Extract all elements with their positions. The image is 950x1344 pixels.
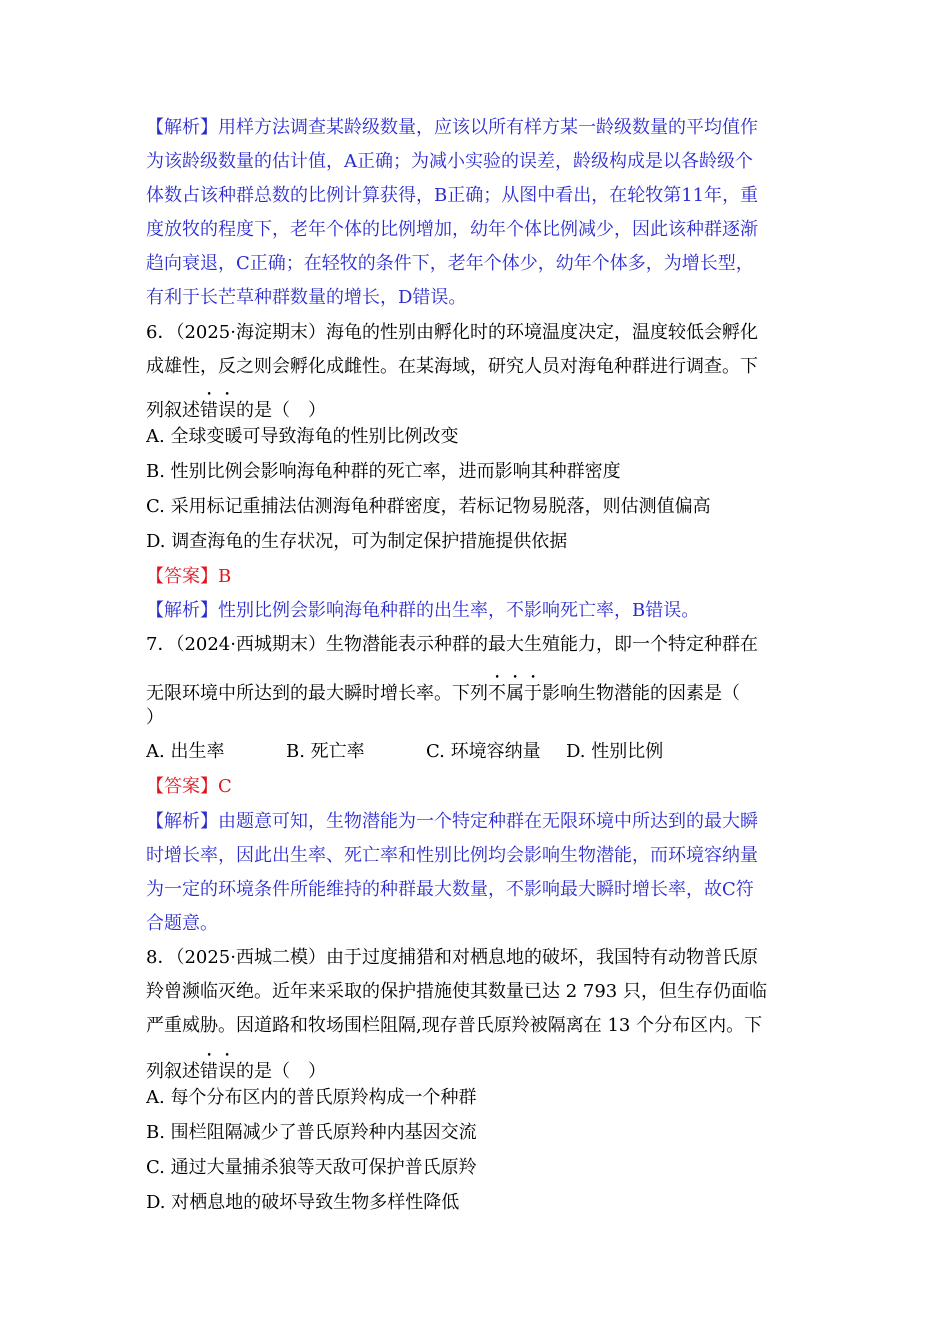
q8-option-d: D. 对栖息地的破坏导致生物多样性降低 — [146, 1192, 460, 1213]
q8-stem-line-2: 羚曾濒临灭绝。近年来采取的保护措施使其数量已达 2 793 只，但生存仍面临 — [146, 981, 767, 1002]
q6-stem-line-2: 成雄性，反之则会孵化成雌性。在某海域，研究人员对海龟种群进行调查。下 — [146, 356, 758, 377]
q6-answer: 【答案】B — [146, 566, 232, 587]
q7-stem-line-1: 7．（2024·西城期末）生物潜能表示种群的最大生殖能力，即一个特定种群在 — [146, 634, 758, 655]
q7-stem-line-2: 无限环境中所达到的最大瞬时增长率。下列不属于影响生物潜能的因素是（ — [146, 673, 806, 701]
q8-emphasis-wrong: 错误 — [200, 1061, 236, 1079]
q8-option-c: C. 通过大量捕杀狼等天敌可保护普氏原羚 — [146, 1157, 477, 1178]
q7-option-b: B. 死亡率 — [286, 741, 365, 762]
q5-explanation-line-2: 为该龄级数量的估计值，A正确；为减小实验的误差，龄级构成是以各龄级个 — [146, 151, 753, 172]
q7-explanation-line-1: 【解析】由题意可知，生物潜能为一个特定种群在无限环境中所达到的最大瞬 — [146, 811, 758, 832]
q7-emphasis-not-belong: 不属于 — [488, 683, 542, 701]
q5-explanation-line-5: 趋向衰退，C正确；在轻牧的条件下，老年个体少，幼年个体多，为增长型， — [146, 253, 754, 274]
q6-option-a: A. 全球变暖可导致海龟的性别比例改变 — [146, 426, 459, 447]
q5-explanation-line-4: 度放牧的程度下，老年个体的比例增加，幼年个体比例减少，因此该种群逐渐 — [146, 219, 758, 240]
q5-explanation-line-6: 有利于长芒草种群数量的增长，D错误。 — [146, 287, 467, 308]
q8-stem-line-3: 严重威胁。因道路和牧场围栏阻隔,现存普氏原羚被隔离在 13 个分布区内。下 — [146, 1015, 763, 1036]
q5-explanation-line-1: 【解析】用样方法调查某龄级数量，应该以所有样方某一龄级数量的平均值作 — [146, 117, 758, 138]
q8-stem-line-1: 8．（2025·西城二模）由于过度捕猎和对栖息地的破坏，我国特有动物普氏原 — [146, 947, 758, 968]
q7-options — [146, 740, 806, 766]
q7-explanation-line-4: 合题意。 — [146, 913, 218, 934]
q8-stem-line-4: 列叙述错误的是（ ） — [146, 1051, 806, 1079]
q5-explanation-line-3: 体数占该种群总数的比例计算获得，B正确；从图中看出，在轮牧第11年，重 — [146, 185, 759, 206]
q6-option-d: D. 调查海龟的生存状况，可为制定保护措施提供依据 — [146, 531, 568, 552]
q7-explanation-line-2: 时增长率，因此出生率、死亡率和性别比例均会影响生物潜能，而环境容纳量 — [146, 845, 758, 866]
q7-answer: 【答案】C — [146, 776, 232, 797]
q6-stem-line-1: 6．（2025·海淀期末）海龟的性别由孵化时的环境温度决定，温度较低会孵化 — [146, 322, 758, 343]
q7-option-d: D. 性别比例 — [566, 741, 664, 762]
q8-option-b: B. 围栏阻隔减少了普氏原羚种内基因交流 — [146, 1122, 477, 1143]
q8-option-a: A. 每个分布区内的普氏原羚构成一个种群 — [146, 1087, 477, 1108]
q7-option-c: C. 环境容纳量 — [426, 741, 541, 762]
q6-explanation: 【解析】性别比例会影响海龟种群的出生率，不影响死亡率，B错误。 — [146, 600, 700, 621]
q6-option-c: C. 采用标记重捕法估测海龟种群密度，若标记物易脱落，则估测值偏高 — [146, 496, 711, 517]
q6-option-b: B. 性别比例会影响海龟种群的死亡率，进而影响其种群密度 — [146, 461, 621, 482]
q6-stem-line-3: 列叙述错误的是（ ） — [146, 390, 806, 418]
q6-emphasis-wrong: 错误 — [200, 400, 236, 418]
q7-explanation-line-3: 为一定的环境条件所能维持的种群最大数量，不影响最大瞬时增长率，故C符 — [146, 879, 754, 900]
q7-option-a: A. 出生率 — [146, 741, 225, 762]
q7-stem-line-3: ） — [146, 707, 164, 728]
